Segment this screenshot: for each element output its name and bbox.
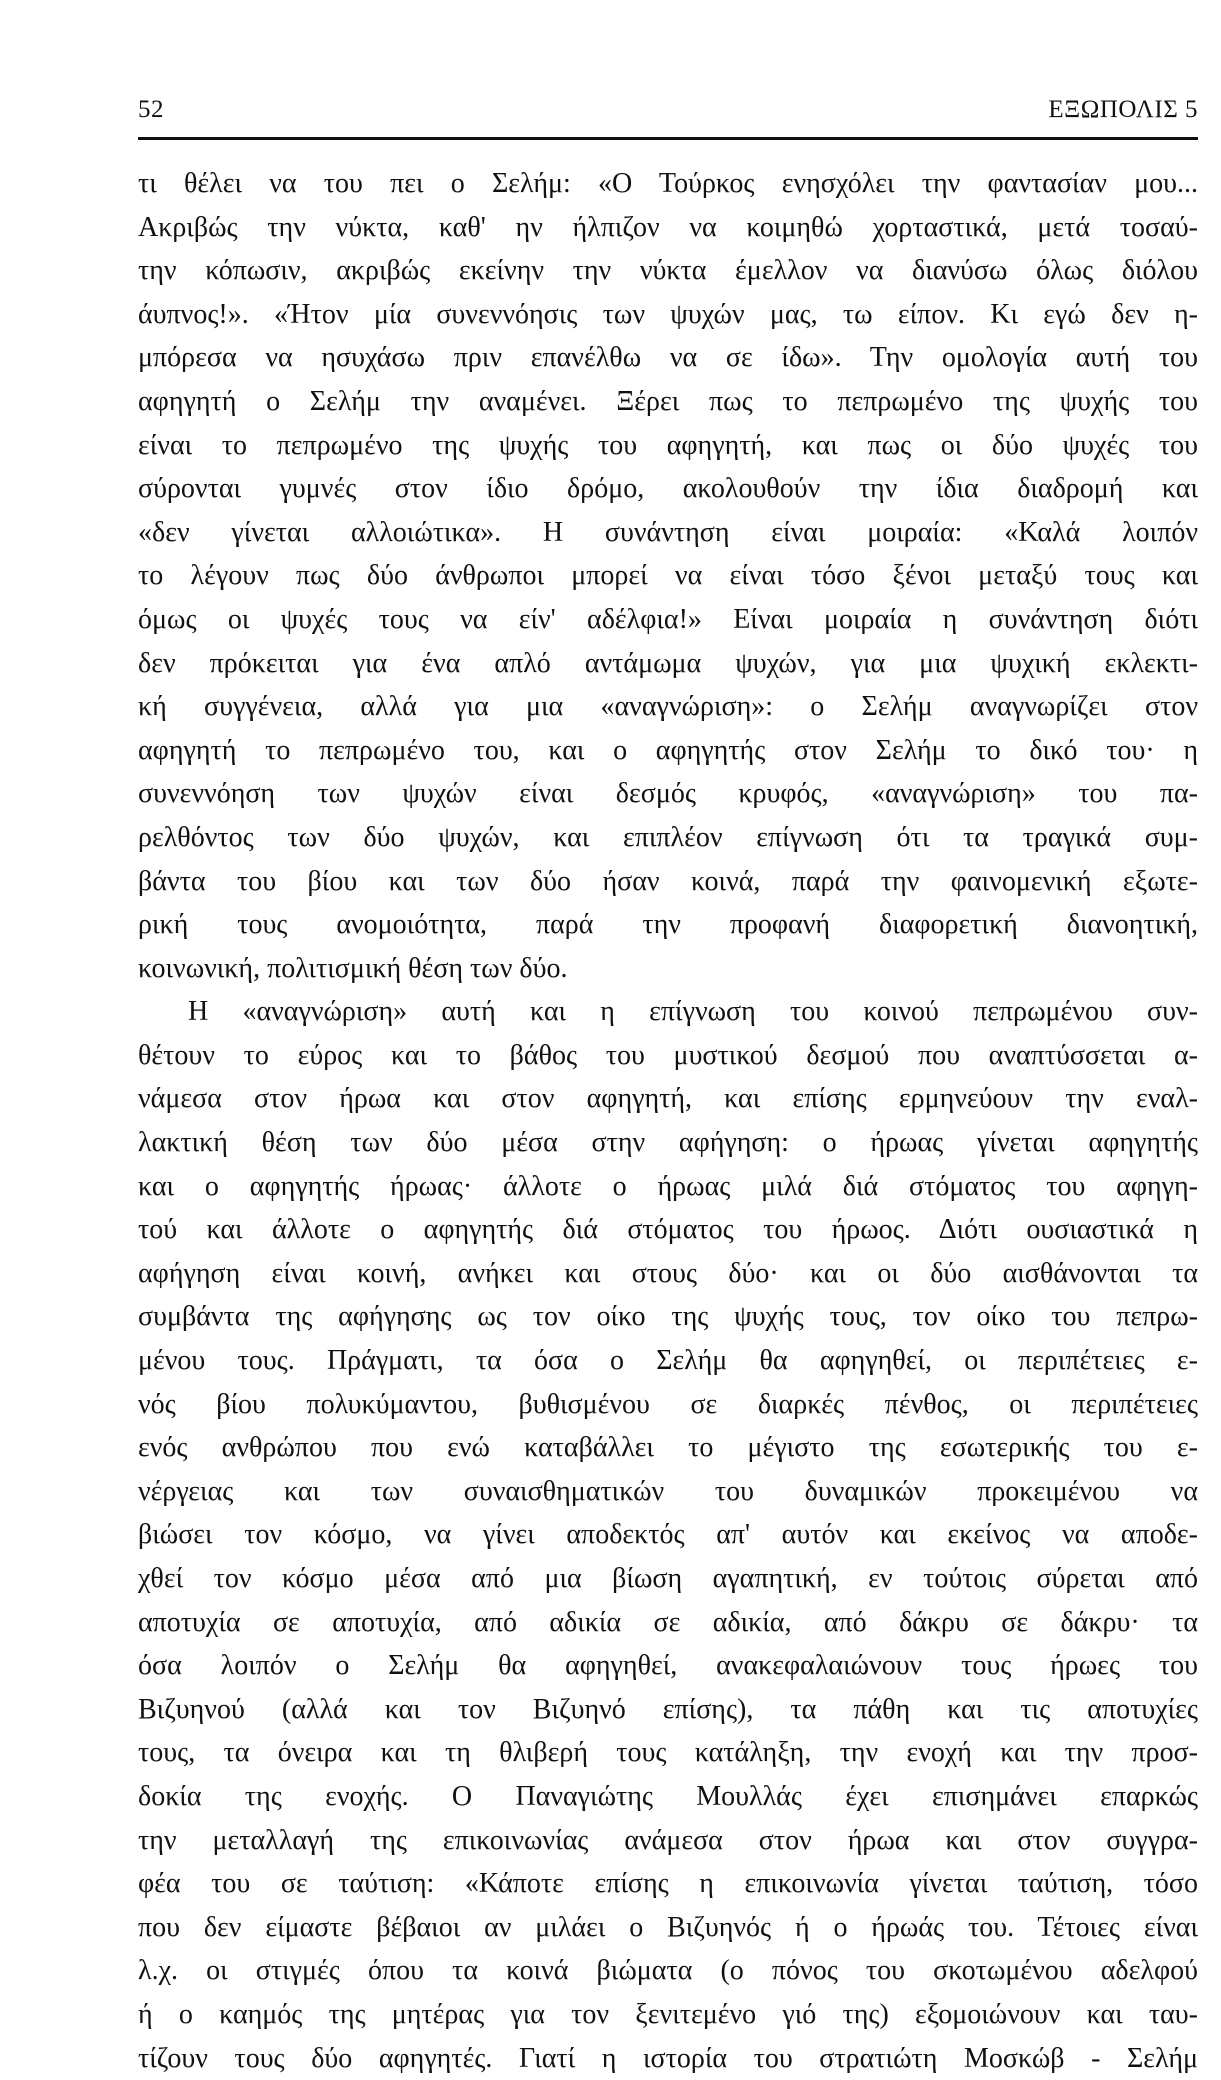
text-line: αποτυχία σε αποτυχία, από αδικία σε αδικία, από δάκρυ σε δάκρυ· τα bbox=[138, 1606, 1198, 1638]
running-title: ΕΞΩΠΟΛΙΣ 5 bbox=[1048, 96, 1198, 123]
text-line: Ακριβώς την νύκτα, καθ' ην ήλπιζον να κοιμηθώ χορταστικά, μετά τοσαύ- bbox=[138, 211, 1198, 243]
header-rule bbox=[138, 137, 1198, 140]
text-line: λ.χ. οι στιγμές όπου τα κοινά βιώματα (ο πόνος του σκοτωμένου αδελφού bbox=[138, 1955, 1198, 1987]
text-line: δεν πρόκειται για ένα απλό αντάμωμα ψυχών, για μια ψυχική εκλεκτι- bbox=[138, 647, 1198, 679]
page-header bbox=[138, 96, 1198, 136]
text-line: κή συγγένεια, αλλά για μια «αναγνώριση»: ο Σελήμ αναγνωρίζει στον bbox=[138, 691, 1198, 723]
text-line: συμβάντα της αφήγησης ως τον οίκο της ψυχής τους, τον οίκο του πεπρω- bbox=[138, 1301, 1198, 1333]
text-line: τίζουν τους δύο αφηγητές. Γιατί η ιστορία του στρατιώτη Μοσκώβ - Σελήμ bbox=[138, 2042, 1198, 2074]
text-line: νέργειας και των συναισθηματικών του δυναμικών προκειμένου να bbox=[138, 1475, 1198, 1507]
text-line: ενός ανθρώπου που ενώ καταβάλλει το μέγιστο της εσωτερικής του ε- bbox=[138, 1432, 1198, 1464]
text-line: μένου τους. Πράγματι, τα όσα ο Σελήμ θα αφηγηθεί, οι περιπέτειες ε- bbox=[138, 1345, 1198, 1377]
page-number: 52 bbox=[138, 96, 164, 123]
text-line: ρελθόντος των δύο ψυχών, και επιπλέον επίγνωση ότι τα τραγικά συμ- bbox=[138, 821, 1198, 853]
text-line: Βιζυηνού (αλλά και τον Βιζυηνό επίσης), τα πάθη και τις αποτυχίες bbox=[138, 1693, 1198, 1725]
text-line: που δεν είμαστε βέβαιοι αν μιλάει ο Βιζυηνός ή ο ήρωάς του. Τέτοιες είναι bbox=[138, 1911, 1198, 1943]
text-line: ή ο καημός της μητέρας για τον ξενιτεμένο γιό της) εξομοιώνουν και ταυ- bbox=[138, 1998, 1198, 2030]
text-line: λακτική θέση των δύο μέσα στην αφήγηση: ο ήρωας γίνεται αφηγητής bbox=[138, 1127, 1198, 1159]
text-line: όμως οι ψυχές τους να είν' αδέλφια!» Είναι μοιραία η συνάντηση διότι bbox=[138, 603, 1198, 635]
text-line: το λέγουν πως δύο άνθρωποι μπορεί να είναι τόσο ξένοι μεταξύ τους και bbox=[138, 560, 1198, 592]
text-line: άυπνος!». «Ήτον μία συνεννόησις των ψυχών μας, τω είπον. Κι εγώ δεν η- bbox=[138, 298, 1198, 330]
text-line: Η «αναγνώριση» αυτή και η επίγνωση του κοινού πεπρωμένου συν- bbox=[188, 996, 1198, 1028]
text-line: κοινωνική, πολιτισμική θέση των δύο. bbox=[138, 952, 568, 984]
text-line: αφηγητή ο Σελήμ την αναμένει. Ξέρει πως το πεπρωμένο της ψυχής του bbox=[138, 385, 1198, 417]
text-line: τους, τα όνειρα και τη θλιβερή τους κατάληξη, την ενοχή και την προσ- bbox=[138, 1737, 1198, 1769]
text-line: συνεννόηση των ψυχών είναι δεσμός κρυφός, «αναγνώριση» του πα- bbox=[138, 778, 1198, 810]
text-line: αφήγηση είναι κοινή, ανήκει και στους δύο· και οι δύο αισθάνονται τα bbox=[138, 1257, 1198, 1289]
text-line: αφηγητή το πεπρωμένο του, και ο αφηγητής στον Σελήμ το δικό του· η bbox=[138, 734, 1198, 766]
text-line: τού και άλλοτε ο αφηγητής διά στόματος του ήρωος. Διότι ουσιαστικά η bbox=[138, 1214, 1198, 1246]
text-line: την κόπωσιν, ακριβώς εκείνην την νύκτα έμελλον να διανύσω όλως διόλου bbox=[138, 255, 1198, 287]
text-line: την μεταλλαγή της επικοινωνίας ανάμεσα στον ήρωα και στον συγγρα- bbox=[138, 1824, 1198, 1856]
text-line: είναι το πεπρωμένο της ψυχής του αφηγητή, και πως οι δύο ψυχές του bbox=[138, 429, 1198, 461]
text-line: βιώσει τον κόσμο, να γίνει αποδεκτός απ' αυτόν και εκείνος να αποδε- bbox=[138, 1519, 1198, 1551]
text-line: νός βίου πολυκύμαντου, βυθισμένου σε διαρκές πένθος, οι περιπέτειες bbox=[138, 1388, 1198, 1420]
text-line: ρική τους ανομοιότητα, παρά την προφανή διαφορετική διανοητική, bbox=[138, 909, 1198, 941]
text-line: τι θέλει να του πει ο Σελήμ: «Ο Τούρκος ενησχόλει την φαντασίαν μου... bbox=[138, 168, 1198, 199]
text-line: «δεν γίνεται αλλοιώτικα». Η συνάντηση είναι μοιραία: «Καλά λοιπόν bbox=[138, 516, 1198, 548]
text-line: βάντα του βίου και των δύο ήσαν κοινά, παρά την φαινομενική εξωτε- bbox=[138, 865, 1198, 897]
text-line: σύρονται γυμνές στον ίδιο δρόμο, ακολουθούν την ίδια διαδρομή και bbox=[138, 473, 1198, 505]
body-text bbox=[138, 162, 1198, 2080]
text-line: φέα του σε ταύτιση: «Κάποτε επίσης η επικοινωνία γίνεται ταύτιση, τόσο bbox=[138, 1868, 1198, 1900]
text-line: θέτουν το εύρος και το βάθος του μυστικού δεσμού που αναπτύσσεται α- bbox=[138, 1039, 1198, 1071]
text-line: νάμεσα στον ήρωα και στον αφηγητή, και επίσης ερμηνεύουν την εναλ- bbox=[138, 1083, 1198, 1115]
text-line: χθεί τον κόσμο μέσα από μια βίωση αγαπητική, εν τούτοις σύρεται από bbox=[138, 1563, 1198, 1594]
text-line: όσα λοιπόν ο Σελήμ θα αφηγηθεί, ανακεφαλαιώνουν τους ήρωες του bbox=[138, 1650, 1198, 1682]
text-line: και ο αφηγητής ήρωας· άλλοτε ο ήρωας μιλά διά στόματος του αφηγη- bbox=[138, 1170, 1198, 1202]
text-line: μπόρεσα να ησυχάσω πριν επανέλθω να σε ίδω». Την ομολογία αυτή του bbox=[138, 342, 1198, 374]
text-line: δοκία της ενοχής. Ο Παναγιώτης Μουλλάς έχει επισημάνει επαρκώς bbox=[138, 1780, 1198, 1812]
